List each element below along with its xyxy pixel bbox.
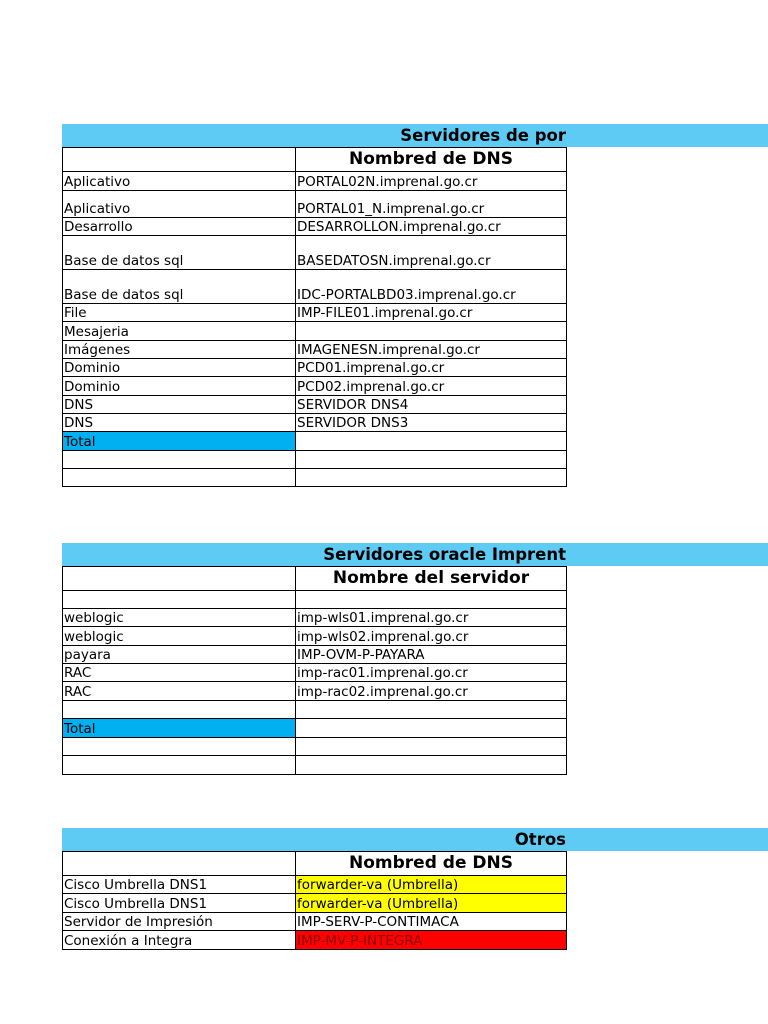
type-cell: weblogic (63, 627, 296, 646)
name-cell: PORTAL02N.imprenal.go.cr (296, 172, 567, 191)
section-title: Otros (514, 830, 566, 849)
type-cell: RAC (63, 664, 296, 682)
name-cell-highlighted: forwarder-va (Umbrella) (296, 894, 567, 913)
type-cell: DNS (63, 414, 296, 432)
header-blank-cell (63, 567, 296, 591)
name-cell: imp-rac01.imprenal.go.cr (296, 664, 567, 682)
empty-cell (296, 591, 567, 609)
empty-cell (296, 738, 567, 756)
oracle-servers-table (62, 566, 567, 775)
name-cell: IMP-FILE01.imprenal.go.cr (296, 304, 567, 322)
name-cell: imp-wls02.imprenal.go.cr (296, 627, 567, 646)
section-title-band (62, 124, 768, 147)
name-cell: BASEDATOSN.imprenal.go.cr (296, 236, 567, 270)
other-servers-table (62, 851, 567, 950)
name-cell: IDC-PORTALBD03.imprenal.go.cr (296, 270, 567, 304)
type-cell: Dominio (63, 377, 296, 396)
type-cell: payara (63, 646, 296, 664)
name-cell-highlighted: IMP-MV-P-INTEGRA (296, 931, 567, 950)
total-label: Total (63, 719, 296, 738)
section-title-band (62, 828, 768, 851)
header-blank-cell (63, 148, 296, 172)
empty-cell (63, 701, 296, 719)
column-header: Nombred de DNS (296, 148, 567, 172)
name-cell: IMAGENESN.imprenal.go.cr (296, 341, 567, 359)
column-header: Nombre del servidor (296, 567, 567, 591)
total-value (296, 432, 567, 451)
empty-cell (296, 451, 567, 469)
empty-cell (296, 469, 567, 487)
name-cell: PCD01.imprenal.go.cr (296, 359, 567, 377)
type-cell: Cisco Umbrella DNS1 (63, 876, 296, 894)
name-cell: PCD02.imprenal.go.cr (296, 377, 567, 396)
type-cell: Imágenes (63, 341, 296, 359)
total-label: Total (63, 432, 296, 451)
type-cell: Conexión a Integra (63, 931, 296, 950)
type-cell: Aplicativo (63, 172, 296, 191)
name-cell: imp-rac02.imprenal.go.cr (296, 682, 567, 701)
type-cell: Aplicativo (63, 191, 296, 218)
type-cell: File (63, 304, 296, 322)
empty-cell (63, 738, 296, 756)
type-cell: Base de datos sql (63, 270, 296, 304)
section-title: Servidores oracle Imprent (323, 545, 566, 564)
type-cell: Desarrollo (63, 218, 296, 236)
name-cell-highlighted: forwarder-va (Umbrella) (296, 876, 567, 894)
type-cell: Dominio (63, 359, 296, 377)
name-cell: PORTAL01_N.imprenal.go.cr (296, 191, 567, 218)
type-cell: Cisco Umbrella DNS1 (63, 894, 296, 913)
empty-cell (296, 701, 567, 719)
header-blank-cell (63, 852, 296, 876)
name-cell: IMP-SERV-P-CONTIMACA (296, 913, 567, 931)
name-cell: IMP-OVM-P-PAYARA (296, 646, 567, 664)
type-cell: weblogic (63, 609, 296, 627)
servers-table (62, 147, 567, 487)
type-cell: RAC (63, 682, 296, 701)
type-cell: Base de datos sql (63, 236, 296, 270)
empty-cell (63, 451, 296, 469)
total-value (296, 719, 567, 738)
empty-cell (63, 756, 296, 775)
section-title: Servidores de por (400, 126, 566, 145)
type-cell: Mesajeria (63, 322, 296, 341)
name-cell (296, 322, 567, 341)
empty-cell (296, 756, 567, 775)
column-header: Nombred de DNS (296, 852, 567, 876)
type-cell: DNS (63, 396, 296, 414)
empty-cell (63, 591, 296, 609)
empty-cell (63, 469, 296, 487)
name-cell: SERVIDOR DNS4 (296, 396, 567, 414)
name-cell: DESARROLLON.imprenal.go.cr (296, 218, 567, 236)
type-cell: Servidor de Impresión (63, 913, 296, 931)
section-title-band (62, 543, 768, 566)
name-cell: SERVIDOR DNS3 (296, 414, 567, 432)
name-cell: imp-wls01.imprenal.go.cr (296, 609, 567, 627)
